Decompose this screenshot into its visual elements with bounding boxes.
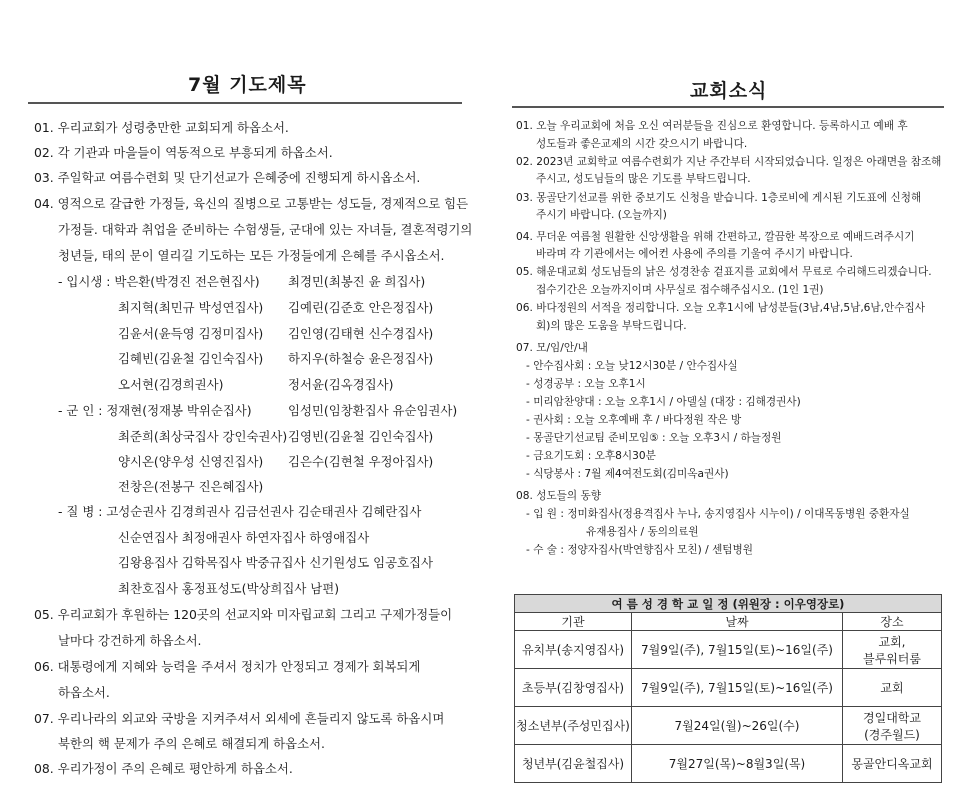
prayer-line: 북한의 핵 문제가 주의 은혜로 해결되게 하옵소서. <box>58 736 325 751</box>
prayer-line: 03. 주일학교 여름수련회 및 단기선교가 은혜중에 진행되게 하시옵소서. <box>34 170 421 185</box>
prayer-line: 하지우(하철승 윤은정집사) <box>288 351 434 366</box>
news-line: 접수기간은 오늘까지이며 사무실로 접수해주십시오. (1인 1권) <box>536 284 824 296</box>
news-line: 01. 오늘 우리교회에 처음 오신 여러분들을 진심으로 환영합니다. 등록하시고 예배 후 <box>516 120 908 132</box>
prayer-line: 최찬호집사 홍정표성도(박상희집사 남편) <box>118 581 340 596</box>
schedule-place-line: 경일대학교 <box>863 710 921 725</box>
news-line: - 성경공부 : 오늘 오후1시 <box>526 378 646 390</box>
table-row <box>515 669 942 707</box>
prayer-line: 최경민(최봉진 윤 희집사) <box>288 274 426 289</box>
news-line: 03. 몽골단기선교를 위한 중보기도 신청을 받습니다. 1층로비에 게시된 기도표에 신청해 <box>516 192 922 204</box>
news-line: 02. 2023년 교회학교 여름수련회가 지난 주간부터 시작되었습니다. 일정은 아래면을 참조해 <box>516 156 942 168</box>
prayer-line: - 질 병 : 고성순권사 김경희권사 김금선권사 김순태권사 김혜란집사 <box>58 504 422 519</box>
prayer-line: 최지혁(최민규 박성연집사) <box>118 300 264 315</box>
prayer-line: 김은수(김현철 우정아집사) <box>288 454 434 469</box>
prayer-line: 김인영(김태현 신수경집사) <box>288 326 434 341</box>
prayer-line: 05. 우리교회가 후원하는 120곳의 선교지와 미자립교회 그리고 구제가정들이 <box>34 607 453 622</box>
schedule-org: 초등부(김창영집사) <box>515 669 632 707</box>
prayer-title: 7월 기도제목 <box>188 74 307 96</box>
prayer-line: 08. 우리가정이 주의 은혜로 평안하게 하옵소서. <box>34 761 293 776</box>
prayer-line: 오서현(김경희권사) <box>118 377 224 392</box>
prayer-line: 전창은(전봉구 진은혜집사) <box>118 479 264 494</box>
prayer-line: 하옵소서. <box>58 685 110 700</box>
schedule-title: 여 름 성 경 학 교 일 정 (위원장 : 이우영장로) <box>515 595 942 613</box>
news-title-rule <box>512 106 944 108</box>
prayer-line: 청년들, 태의 문이 열리길 기도하는 모든 가정들에게 은혜를 주시옵소서. <box>58 248 445 263</box>
table-row <box>515 631 942 669</box>
schedule-place-line: (경주월드) <box>864 727 920 742</box>
news-line: - 미리암찬양대 : 오늘 오후1시 / 아델실 (대장 : 김해경권사) <box>526 396 801 408</box>
prayer-line: 양시온(양우성 신영진집사) <box>118 454 264 469</box>
schedule-org: 청년부(김윤철집사) <box>515 745 632 783</box>
schedule-date: 7월9일(주), 7월15일(토)~16일(주) <box>632 669 843 707</box>
prayer-line: 07. 우리나라의 외교와 국방을 지켜주셔서 외세에 흔들리지 않도록 하옵시며 <box>34 711 445 726</box>
schedule-place-line: 교회, <box>878 634 906 649</box>
prayer-line: - 군 인 : 정재현(정재봉 박위순집사) <box>58 403 252 418</box>
prayer-line: 최준희(최상국집사 강인숙권사) <box>118 429 288 444</box>
prayer-line: - 입시생 : 박은환(박경진 전은현집사) <box>58 274 260 289</box>
news-line: 유재용집사 / 동의의료원 <box>586 526 699 538</box>
news-line: 04. 무더운 여름철 원활한 신앙생활을 위해 간편하고, 깔끔한 복장으로 예배드려주시기 <box>516 231 915 243</box>
prayer-line: 04. 영적으로 갈급한 가정들, 육신의 질병으로 고통받는 성도들, 경제적으로 힘든 <box>34 196 469 211</box>
summer-school-schedule <box>514 594 942 783</box>
table-row <box>515 707 942 745</box>
prayer-line: 정서윤(김옥경집사) <box>288 377 394 392</box>
schedule-place: 교회 <box>843 669 942 707</box>
prayer-line: 김예린(김준호 안은정집사) <box>288 300 434 315</box>
prayer-line: 02. 각 기관과 마을들이 역동적으로 부흥되게 하옵소서. <box>34 145 333 160</box>
news-line: 05. 해운대교회 성도님들의 낡은 성경찬송 겉표지를 교회에서 무료로 수리해드리겠습니다. <box>516 266 932 278</box>
table-row <box>515 745 942 783</box>
news-line: - 안수집사회 : 오늘 낮12시30분 / 안수집사실 <box>526 360 738 372</box>
prayer-line: 김윤서(윤득영 김정미집사) <box>118 326 264 341</box>
schedule-place: 몽골안디옥교회 <box>843 745 942 783</box>
prayer-line: 김왕용집사 김학목집사 박중규집사 신기원성도 임공호집사 <box>118 555 433 570</box>
schedule-date: 7월24일(월)~26일(수) <box>632 707 843 745</box>
prayer-line: 01. 우리교회가 성령충만한 교회되게 하옵소서. <box>34 120 289 135</box>
news-line: 주시기 바랍니다. (오늘까지) <box>536 209 667 221</box>
schedule-date: 7월9일(주), 7월15일(토)~16일(주) <box>632 631 843 669</box>
schedule-org: 유치부(송지영집사) <box>515 631 632 669</box>
news-line: 08. 성도들의 동향 <box>516 490 601 502</box>
news-line: - 입 원 : 정미화집사(정용격집사 누나, 송지영집사 시누이) / 이대목동병원 중환자실 <box>526 508 910 520</box>
news-line: - 수 술 : 정양자집사(박연향집사 모친) / 센텀병원 <box>526 544 754 556</box>
schedule-org: 청소년부(주성민집사) <box>515 707 632 745</box>
schedule-place <box>843 631 942 669</box>
news-line: 바라며 각 기관에서는 에어컨 사용에 주의를 기울여 주시기 바랍니다. <box>536 248 853 260</box>
schedule-header-date: 날짜 <box>632 613 843 631</box>
prayer-line: 06. 대통령에게 지혜와 능력을 주셔서 정치가 안정되고 경제가 회복되게 <box>34 659 421 674</box>
news-line: 주시고, 성도님들의 많은 기도를 부탁드립니다. <box>536 173 751 185</box>
news-title: 교회소식 <box>690 80 768 102</box>
news-line: 회)의 많은 도움을 부탁드립니다. <box>536 320 687 332</box>
news-line: 06. 바다정원의 서적을 정리합니다. 오늘 오후1시에 남성분들(3남,4남,5남,6남,안수집사 <box>516 302 925 314</box>
schedule-place <box>843 707 942 745</box>
schedule-place-line: 블루워터룸 <box>863 651 921 666</box>
schedule-header-place: 장소 <box>843 613 942 631</box>
prayer-line: 가정들. 대학과 취업을 준비하는 수험생들, 군대에 있는 자녀들, 결혼적령기의 <box>58 222 473 237</box>
prayer-line: 신순연집사 최정애권사 하연자집사 하영애집사 <box>118 530 370 545</box>
news-line: - 몽골단기선교팀 준비모임⑤ : 오늘 오후3시 / 하늘정원 <box>526 432 782 444</box>
prayer-line: 김영빈(김윤철 김인숙집사) <box>288 429 434 444</box>
prayer-line: 날마다 강건하게 하옵소서. <box>58 633 202 648</box>
prayer-line: 김혜빈(김윤철 김인숙집사) <box>118 351 264 366</box>
news-line: - 권사회 : 오늘 오후예배 후 / 바다정원 작은 방 <box>526 414 742 426</box>
news-line: - 식당봉사 : 7월 제4여전도회(김미옥a권사) <box>526 468 729 480</box>
news-line: 성도들과 좋은교제의 시간 갖으시기 바랍니다. <box>536 138 748 150</box>
schedule-header-org: 기관 <box>515 613 632 631</box>
news-line: 07. 모/임/안/내 <box>516 342 588 354</box>
schedule-date: 7월27일(목)~8월3일(목) <box>632 745 843 783</box>
prayer-line: 임성민(임창환집사 유순임권사) <box>288 403 458 418</box>
prayer-title-rule <box>28 102 462 104</box>
news-line: - 금요기도회 : 오후8시30분 <box>526 450 656 462</box>
